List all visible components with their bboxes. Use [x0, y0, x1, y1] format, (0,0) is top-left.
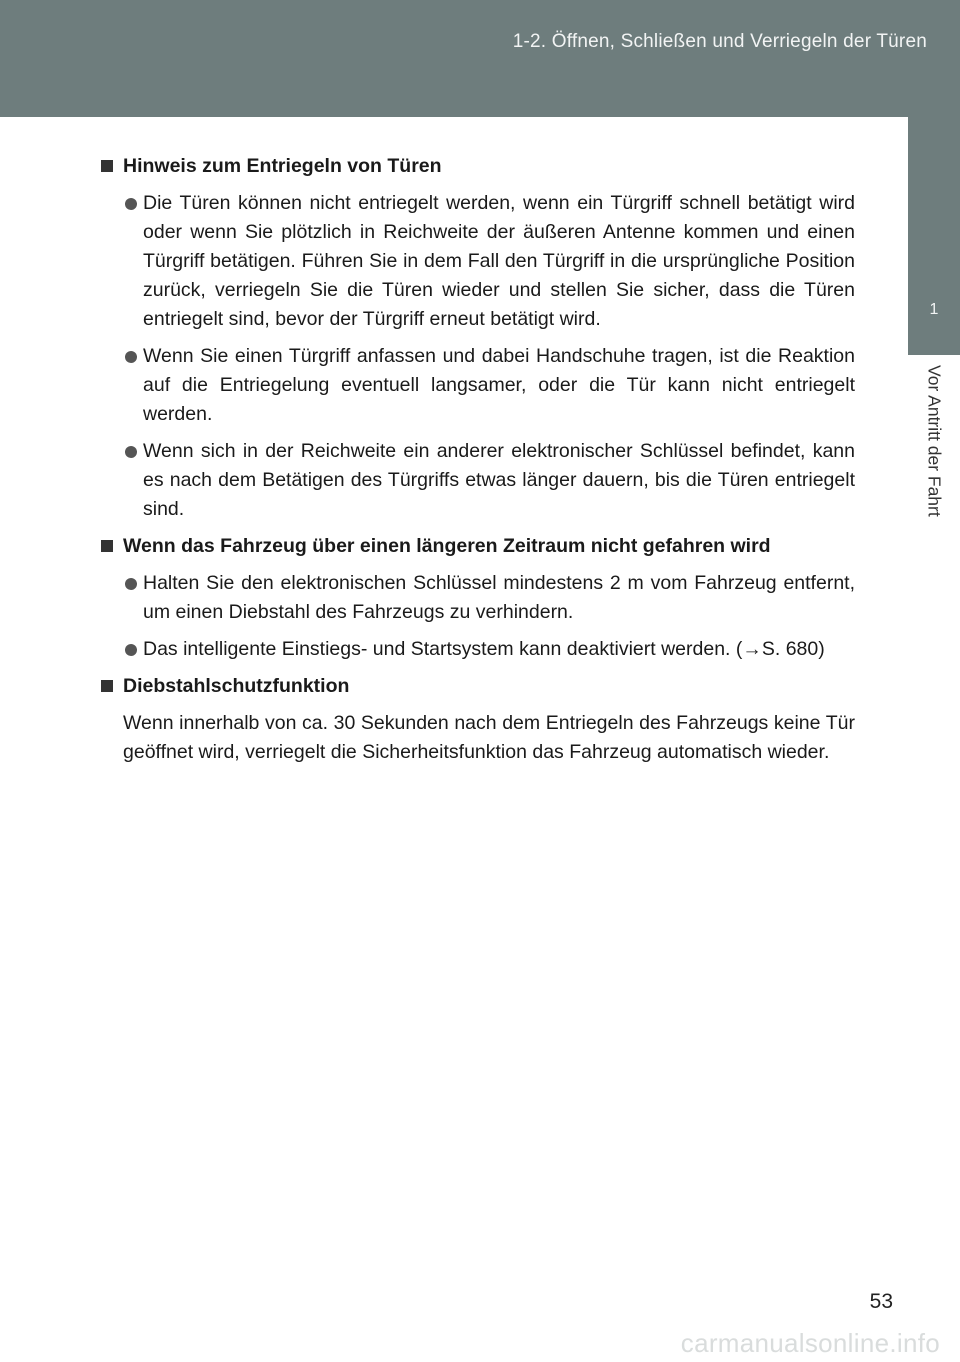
- side-tab-rest: [908, 685, 960, 1362]
- section-heading: [101, 532, 855, 561]
- circle-bullet-icon: [125, 578, 137, 590]
- section-long-term-parking: [101, 532, 855, 664]
- heading-text: Diebstahlschutzfunktion: [123, 675, 350, 697]
- section-paragraph: Wenn innerhalb von ca. 30 Sekunden nach dem Entriegeln des Fahrzeugs keine Tür geöffnet wird, verriegelt die Sicherheitsfunktion das Fahrzeug automatisch wieder.: [123, 712, 855, 763]
- circle-bullet-icon: [125, 198, 137, 210]
- section-anti-theft: [101, 672, 855, 767]
- list-item-text: Das intelligente Einstiegs- und Startsystem kann deaktiviert werden. (→S. 680): [143, 638, 825, 660]
- list-item: [101, 189, 855, 334]
- chapter-label: Vor Antritt der Fahrt: [924, 365, 945, 517]
- square-bullet-icon: [101, 540, 113, 552]
- list-item-text: Die Türen können nicht entriegelt werden, wenn ein Türgriff schnell betätigt wird oder wenn Sie plötzlich in Reichweite der äußeren Antenne kommen und einen Türgriff betätigen. Führen Sie in dem Fall den Türgriff in die ursprüngliche Position zurück, verriegeln Sie die Türen wieder und stellen Sie sicher, dass die Türen entriegelt sind, bevor der Türgriff erneut betätigt wird.: [143, 192, 855, 330]
- watermark: carmanualsonline.info: [680, 1328, 940, 1358]
- chapter-side-tab: [908, 117, 960, 1362]
- list-item: [101, 437, 855, 524]
- chapter-number: 1: [929, 301, 939, 318]
- heading-text: Wenn das Fahrzeug über einen längeren Zeitraum nicht gefahren wird: [123, 535, 771, 557]
- square-bullet-icon: [101, 680, 113, 692]
- circle-bullet-icon: [125, 446, 137, 458]
- square-bullet-icon: [101, 160, 113, 172]
- circle-bullet-icon: [125, 351, 137, 363]
- side-tab-top-block: [908, 117, 960, 195]
- list-item: [101, 342, 855, 429]
- list-item-text: Wenn Sie einen Türgriff anfassen und dabei Handschuhe tragen, ist die Reaktion auf die Entriegelung eventuell langsamer, oder die Tür kann nicht entriegelt werden.: [143, 345, 855, 425]
- page-content: [101, 152, 855, 774]
- circle-bullet-icon: [125, 644, 137, 656]
- section-title: 1-2. Öffnen, Schließen und Verriegeln der Türen: [512, 31, 927, 52]
- section-heading: [101, 152, 855, 181]
- section-unlock-notice: [101, 152, 855, 524]
- heading-text: Hinweis zum Entriegeln von Türen: [123, 155, 442, 177]
- chapter-label-block: [908, 355, 960, 685]
- list-item-text: Wenn sich in der Reichweite ein anderer elektronischer Schlüssel befindet, kann es nach dem Betätigen des Türgriffs etwas länger dauern, bis die Türen entriegelt sind.: [143, 440, 855, 520]
- section-heading: [101, 672, 855, 701]
- page-number: 53: [869, 1290, 893, 1313]
- chapter-number-block: [908, 195, 960, 355]
- list-item-text: Halten Sie den elektronischen Schlüssel mindestens 2 m vom Fahrzeug entfernt, um einen Diebstahl des Fahrzeugs zu verhindern.: [143, 572, 855, 623]
- page-header: [0, 0, 960, 117]
- list-item: [101, 569, 855, 627]
- list-item: [101, 635, 855, 664]
